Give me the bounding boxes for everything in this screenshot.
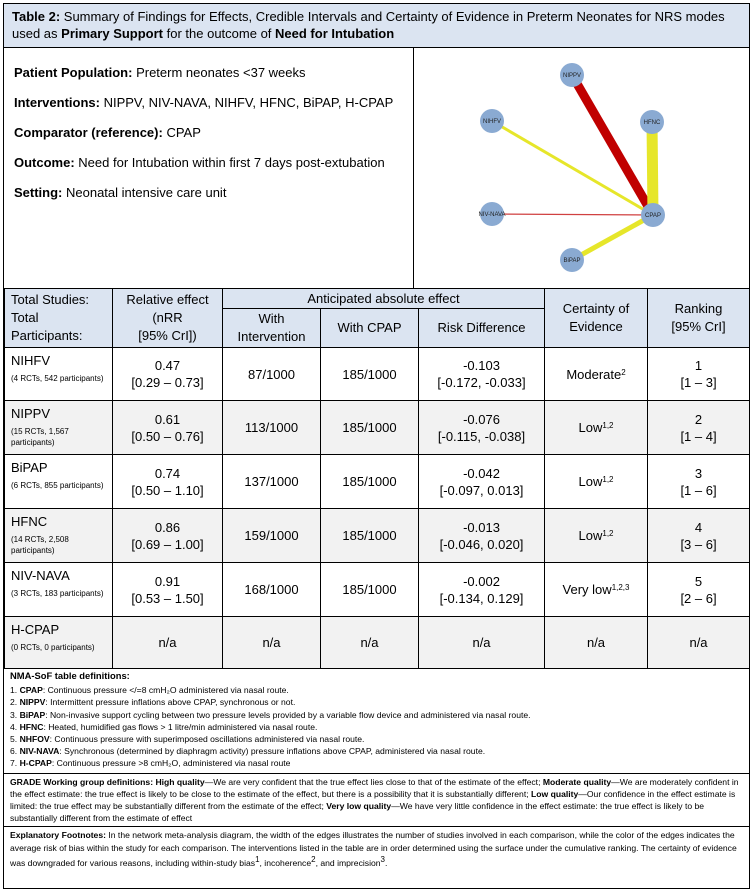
definition-num: 1.: [10, 685, 20, 696]
edge-bipap-cpap: [572, 215, 653, 260]
definition-item: [10, 709, 743, 721]
header-risk-difference: Risk Difference: [419, 309, 545, 348]
risk-difference-cell: [419, 563, 545, 617]
edge-nippv-cpap: [572, 75, 653, 215]
footnote-sup-2: 2: [311, 854, 316, 864]
certainty-cell: [545, 401, 648, 455]
comparator-label: Comparator (reference):: [14, 125, 163, 140]
node-label-cpap: CPAP: [645, 213, 661, 219]
rr-ci: [0.29 – 0.73]: [131, 375, 204, 390]
outcome-value: Need for Intubation within first 7 days post-extubation: [74, 155, 385, 170]
rr-ci: [0.50 – 0.76]: [131, 428, 204, 444]
rr-value: 0.74: [154, 465, 181, 481]
row-intervention: [5, 509, 113, 563]
intervention-name: NIV-NAVA: [11, 568, 70, 583]
rd-value: -0.042: [463, 465, 500, 481]
rd-value: -0.076: [463, 411, 500, 427]
table-row: [5, 401, 750, 455]
header-total-participants: Total Participants:: [11, 310, 83, 343]
grade-definitions: [4, 774, 749, 828]
definition-desc: : Non-invasive support cycling between two pressure levels provided by a variable flow device and administered via nasal route.: [45, 709, 531, 720]
definition-num: 5.: [10, 734, 20, 745]
certainty-footnote: 1,2: [602, 475, 614, 484]
comparator-value: CPAP: [162, 125, 201, 140]
intervention-name: NIPPV: [11, 406, 51, 421]
relative-effect-cell: [113, 509, 223, 563]
intervention-name: BiPAP: [11, 460, 48, 475]
sof-table: [3, 3, 750, 889]
certainty-value: Moderate: [566, 366, 622, 382]
setting-label: Setting:: [14, 185, 63, 200]
definition-item: [10, 757, 743, 769]
header-ranking: [648, 289, 750, 348]
interventions-line: [14, 94, 403, 112]
intervention-studies: (6 RCTs, 855 participants): [11, 481, 104, 490]
footnotes-mid-2: , and imprecision: [315, 857, 381, 868]
grade-low-text: —Our confidence in the effect estimate is limited: the true effect may be substantially different from the estimate of the effect;: [10, 788, 736, 812]
header-total-studies: Total Studies:: [11, 292, 90, 307]
definition-term: HFNC: [19, 721, 44, 732]
rr-ci: [0.53 – 1.50]: [131, 590, 204, 606]
grade-moderate-label: Moderate quality: [542, 776, 612, 787]
rank-value: 1: [694, 358, 703, 373]
rank-value: 2: [694, 411, 703, 427]
pico-panel: [4, 48, 414, 288]
grade-low-label: Low quality: [531, 788, 579, 799]
ranking-cell: [648, 348, 750, 401]
header-relative-sub1: (nRR: [152, 310, 183, 325]
intervention-studies: (4 RCTs, 542 participants): [11, 374, 104, 383]
grade-high-text: —We are very confident that the true effect lies close to that of the estimate of the effect;: [204, 776, 541, 787]
edge-nivnava-cpap: [492, 214, 653, 215]
with-intervention-cell: n/a: [223, 617, 321, 669]
relative-effect-cell: [113, 348, 223, 401]
with-cpap-cell: 185/1000: [321, 563, 419, 617]
rr-value: 0.61: [154, 411, 181, 427]
certainty-cell: [545, 348, 648, 401]
table-row: [5, 563, 750, 617]
with-intervention-cell: 87/1000: [223, 348, 321, 401]
table-title: [4, 4, 749, 48]
rd-value: -0.013: [463, 519, 500, 535]
with-intervention-cell: 137/1000: [223, 455, 321, 509]
title-bold-1: Primary Support: [61, 26, 164, 41]
definition-num: 4.: [10, 721, 20, 732]
footnotes-text: In the network meta-analysis diagram, the width of the edges illustrates the number of studies involved in each comparison, while the color of the edges indicates the average risk of bias within the study for each comparison. The interventions listed in the table are in order determined using the surface under the cumulative ranking. The certainty of evidence was downgraded for various reasons, including within-study bias: [10, 830, 737, 868]
definition-item: [10, 733, 743, 745]
rd-value: -0.002: [463, 573, 500, 589]
risk-difference-cell: [419, 509, 545, 563]
intervention-studies: (0 RCTs, 0 participants): [11, 643, 95, 652]
risk-difference-cell: [419, 348, 545, 401]
setting-line: [14, 184, 403, 202]
rank-ci: [3 – 6]: [680, 536, 717, 552]
definition-term: H-CPAP: [19, 758, 52, 769]
rank-value: 5: [694, 573, 703, 589]
definition-desc: : Intermittent pressure inflations above CPAP, synchronous or not.: [45, 697, 296, 708]
rank-ci: [1 – 6]: [680, 482, 717, 498]
definition-item: [10, 721, 743, 733]
definition-desc: : Heated, humidified gas flows > 1 litre/min administered via nasal route.: [43, 721, 318, 732]
table-row: [5, 509, 750, 563]
header-relative-sub2: [95% CrI]): [138, 328, 197, 343]
certainty-footnote: 1,2: [602, 421, 614, 430]
definition-desc: : Continuous pressure with superimposed oscillations administered via nasal route.: [49, 734, 365, 745]
definition-item: [10, 684, 743, 696]
edge-hfnc-cpap: [652, 122, 653, 215]
title-text-1: Summary of Findings for Effects, Credible Intervals and Certainty of Evidence in Preterm Neonates for NRS modes used as: [12, 9, 725, 41]
certainty-value: Low: [578, 528, 603, 543]
certainty-value: Low: [578, 420, 603, 435]
header-relative-effect: [113, 289, 223, 348]
definition-term: NIV-NAVA: [19, 746, 60, 757]
intervention-studies: (15 RCTs, 1,567 participants): [11, 427, 69, 447]
relative-effect-cell: n/a: [113, 617, 223, 669]
intervention-name: H-CPAP: [11, 622, 60, 637]
intervention-name: HFNC: [11, 514, 48, 529]
grade-high-label: High quality: [155, 776, 205, 787]
rank-ci: [1 – 3]: [680, 375, 717, 390]
footnotes-mid-1: , incoherence: [259, 857, 312, 868]
definition-num: 3.: [10, 709, 20, 720]
header-ranking-ci: [95% CrI]: [671, 319, 726, 334]
ranking-cell: [648, 509, 750, 563]
with-intervention-cell: 159/1000: [223, 509, 321, 563]
risk-difference-cell: n/a: [419, 617, 545, 669]
rr-value: 0.86: [154, 519, 181, 535]
node-label-bipap: BiPAP: [563, 258, 581, 264]
certainty-footnote: 2: [621, 367, 626, 377]
with-cpap-cell: 185/1000: [321, 401, 419, 455]
certainty-footnote: 1,2,3: [611, 583, 630, 592]
definition-term: CPAP: [19, 685, 43, 696]
rd-ci: [-0.172, -0.033]: [437, 375, 526, 390]
grade-verylow-text: —We have very little confidence in the effect estimate: the true effect is likely to be substantially different from the estimate of effect: [10, 801, 705, 824]
definition-num: 6.: [10, 746, 20, 757]
rd-value: -0.103: [463, 358, 500, 373]
definition-num: 7.: [10, 758, 20, 769]
table-row: [5, 455, 750, 509]
definition-desc: : Continuous pressure </=8 cmH₂O administered via nasal route.: [42, 685, 289, 696]
definition-term: BiPAP: [19, 709, 46, 720]
interventions-value: NIPPV, NIV-NAVA, NIHFV, HFNC, BiPAP, H-CPAP: [99, 95, 394, 110]
rank-value: 4: [694, 519, 703, 535]
ranking-cell: [648, 401, 750, 455]
rr-value: 0.91: [154, 573, 181, 589]
grade-verylow-label: Very low quality: [326, 801, 392, 812]
definition-num: 2.: [10, 697, 20, 708]
rd-ci: [-0.134, 0.129]: [439, 590, 524, 606]
ranking-cell: [648, 563, 750, 617]
header-row-1: [5, 289, 750, 309]
title-text-2: for the outcome of: [163, 26, 276, 41]
with-intervention-cell: 168/1000: [223, 563, 321, 617]
node-label-nihfv: NIHFV: [483, 119, 501, 125]
row-intervention: [5, 563, 113, 617]
certainty-value: Very low: [562, 582, 612, 597]
node-label-nippv: NIPPV: [562, 73, 582, 79]
footnote-sup-3: 3: [380, 854, 385, 864]
rr-ci: [0.50 – 1.10]: [131, 482, 204, 498]
intervention-studies: (14 RCTs, 2,508 participants): [11, 535, 69, 555]
header-studies: [5, 289, 113, 348]
population-value: Preterm neonates <37 weeks: [132, 65, 306, 80]
definitions-section: [4, 667, 749, 774]
interventions-label: Interventions:: [14, 95, 100, 110]
intervention-name: NIHFV: [11, 353, 50, 368]
header-ranking-title: Ranking: [674, 301, 723, 316]
risk-difference-cell: [419, 401, 545, 455]
network-svg: [414, 48, 749, 288]
header-anticipated: Anticipated absolute effect: [223, 289, 545, 309]
title-prefix: Table 2:: [12, 9, 61, 24]
with-cpap-cell: 185/1000: [321, 509, 419, 563]
header-with-intervention: With Intervention: [223, 309, 321, 348]
certainty-cell: n/a: [545, 617, 648, 669]
definition-desc: : Continuous pressure >8 cmH₂O, administered via nasal route: [51, 758, 291, 769]
grade-moderate-text: —We are moderately confident in the effect estimate: the true effect is likely to be close to the estimate of the effect, but there is a possibility that it is substantially different;: [10, 776, 739, 799]
ranking-cell: n/a: [648, 617, 750, 669]
certainty-cell: [545, 563, 648, 617]
relative-effect-cell: [113, 455, 223, 509]
rr-value: 0.47: [154, 358, 181, 373]
with-intervention-cell: 113/1000: [223, 401, 321, 455]
explanatory-footnotes: [4, 827, 749, 871]
with-cpap-cell: 185/1000: [321, 348, 419, 401]
relative-effect-cell: [113, 563, 223, 617]
certainty-value: Low: [578, 474, 603, 489]
certainty-footnote: 1,2: [602, 529, 614, 538]
table-notes: [4, 667, 749, 871]
row-intervention: [5, 617, 113, 669]
comparator-line: [14, 124, 403, 142]
setting-value: Neonatal intensive care unit: [62, 185, 227, 200]
grade-heading: GRADE Working group definitions:: [10, 776, 154, 787]
certainty-cell: [545, 509, 648, 563]
rank-value: 3: [694, 465, 703, 481]
footnotes-heading: Explanatory Footnotes:: [10, 830, 106, 841]
with-cpap-cell: 185/1000: [321, 455, 419, 509]
relative-effect-cell: [113, 401, 223, 455]
population-label: Patient Population:: [14, 65, 133, 80]
definition-term: NIPPV: [19, 697, 46, 708]
certainty-cell: [545, 455, 648, 509]
outcome-label: Outcome:: [14, 155, 75, 170]
intervention-studies: (3 RCTs, 183 participants): [11, 589, 104, 598]
rd-ci: [-0.115, -0.038]: [437, 428, 526, 444]
network-diagram: [414, 48, 749, 288]
node-label-nivnava: NIV-NAVA: [478, 212, 506, 218]
with-cpap-cell: n/a: [321, 617, 419, 669]
rd-ci: [-0.046, 0.020]: [439, 536, 524, 552]
findings-table: [4, 288, 750, 669]
row-intervention: [5, 401, 113, 455]
footnotes-end: .: [385, 857, 388, 868]
row-intervention: [5, 348, 113, 401]
definitions-heading: NMA-SoF table definitions:: [10, 670, 130, 681]
header-certainty: Certainty of Evidence: [545, 289, 648, 348]
header-with-cpap: With CPAP: [321, 309, 419, 348]
table-row: [5, 348, 750, 401]
table-row: [5, 617, 750, 669]
rd-ci: [-0.097, 0.013]: [439, 482, 524, 498]
definition-term: NHFOV: [19, 734, 50, 745]
rr-ci: [0.69 – 1.00]: [131, 536, 204, 552]
title-bold-2: Need for Intubation: [275, 26, 395, 41]
header-relative-title: Relative effect: [126, 292, 209, 307]
definition-desc: : Synchronous (determined by diaphragm activity) pressure inflations above CPAP, administered via nasal route.: [59, 746, 486, 757]
footnote-sup-1: 1: [255, 854, 260, 864]
ranking-cell: [648, 455, 750, 509]
row-intervention: [5, 455, 113, 509]
population-line: [14, 64, 403, 82]
node-label-hfnc: HFNC: [643, 120, 661, 126]
rank-ci: [2 – 6]: [680, 590, 717, 606]
rank-ci: [1 – 4]: [680, 428, 717, 444]
risk-difference-cell: [419, 455, 545, 509]
outcome-line: [14, 154, 403, 172]
definition-item: [10, 745, 743, 757]
definition-item: [10, 696, 743, 708]
